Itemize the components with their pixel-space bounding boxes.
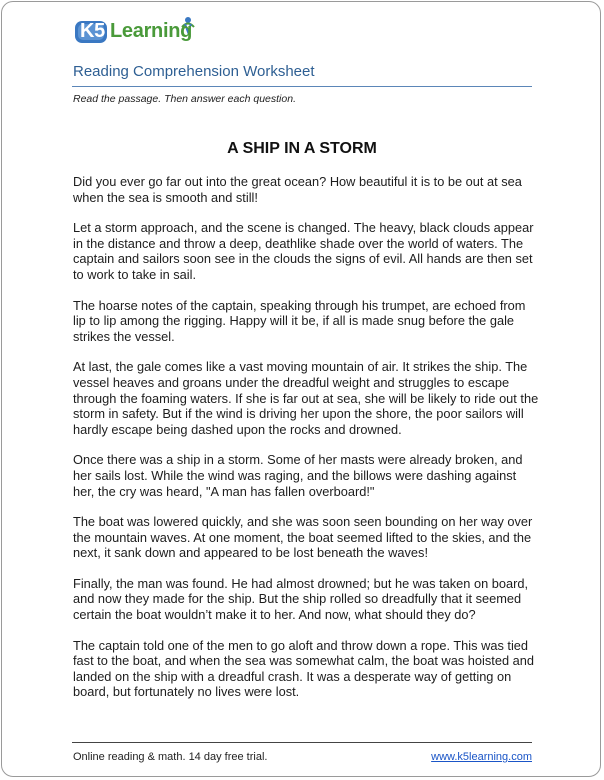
footer-divider — [72, 742, 532, 743]
story-paragraph: The hoarse notes of the captain, speaking through his trumpet, are echoed from lip to lip among the rigging. Happy will it be, if all is made snug before the gale strikes the vessel. — [73, 297, 526, 344]
story-paragraph: Did you ever go far out into the great ocean? How beautiful it is to be out at sea when the sea is smooth and still! — [73, 174, 522, 205]
story-title: A SHIP IN A STORM — [227, 140, 377, 157]
story-paragraph: Let a storm approach, and the scene is changed. The heavy, black clouds appear in the distance and throw a deep, deathlike shade over the world of waters. The captain and sailors soon see in the clouds the signs of evil. All hands are then set to work to take in sail. — [73, 220, 534, 282]
worksheet-type-title: Reading Comprehension Worksheet — [73, 63, 315, 80]
story-passage — [73, 174, 541, 715]
footer-website-link[interactable]: www.k5learning.com — [431, 751, 532, 763]
k5-learning-logo[interactable] — [74, 14, 204, 50]
story-paragraph: The captain told one of the men to go aloft and throw down a rope. This was tied fast to the boat, and when the sea was somewhat calm, the boat was hoisted and landed on the ship with a dreadful crash. It was a desperate way of getting on board, but fortunately no lives were lost. — [73, 637, 534, 700]
story-paragraph: The boat was lowered quickly, and she was soon seen bounding on her way over the mountain waves. At one moment, the boat seemed lifted to the skies, and the next, it sank down and appeared to be lost beneath the waves! — [73, 514, 533, 561]
story-paragraph: Finally, the man was found. He had almost drowned; but he was taken on board, and now they made for the ship. But the ship rolled so dreadfully that it seemed certain the boat wouldn’t make it to her. And now, what should they do? — [73, 575, 529, 623]
instructions-text: Read the passage. Then answer each question. — [73, 93, 296, 105]
footer-promo-text: Online reading & math. 14 day free trial. — [73, 751, 268, 763]
header-divider — [72, 86, 532, 87]
story-paragraph: At last, the gale comes like a vast moving mountain of air. It strikes the ship. The vessel heaves and groans under the dreadful weight and struggles to escape through the foaming waters. If she is far out at sea, she will be likely to ride out the storm in safety. But if the wind is driving her upon the shore, the poor sailors will hardly escape being dashed upon the rocks and drowned. — [73, 359, 539, 437]
logo-wordmark — [80, 20, 105, 43]
logo-k5-text: K5 — [80, 20, 105, 42]
logo-learning-text: Learning — [110, 20, 193, 42]
story-paragraph: Once there was a ship in a storm. Some of her masts were already broken, and her sails lost. While the wind was raging, and the billows were dashing against her, the cry was heard, "A man has fallen overboard!" — [73, 452, 523, 499]
